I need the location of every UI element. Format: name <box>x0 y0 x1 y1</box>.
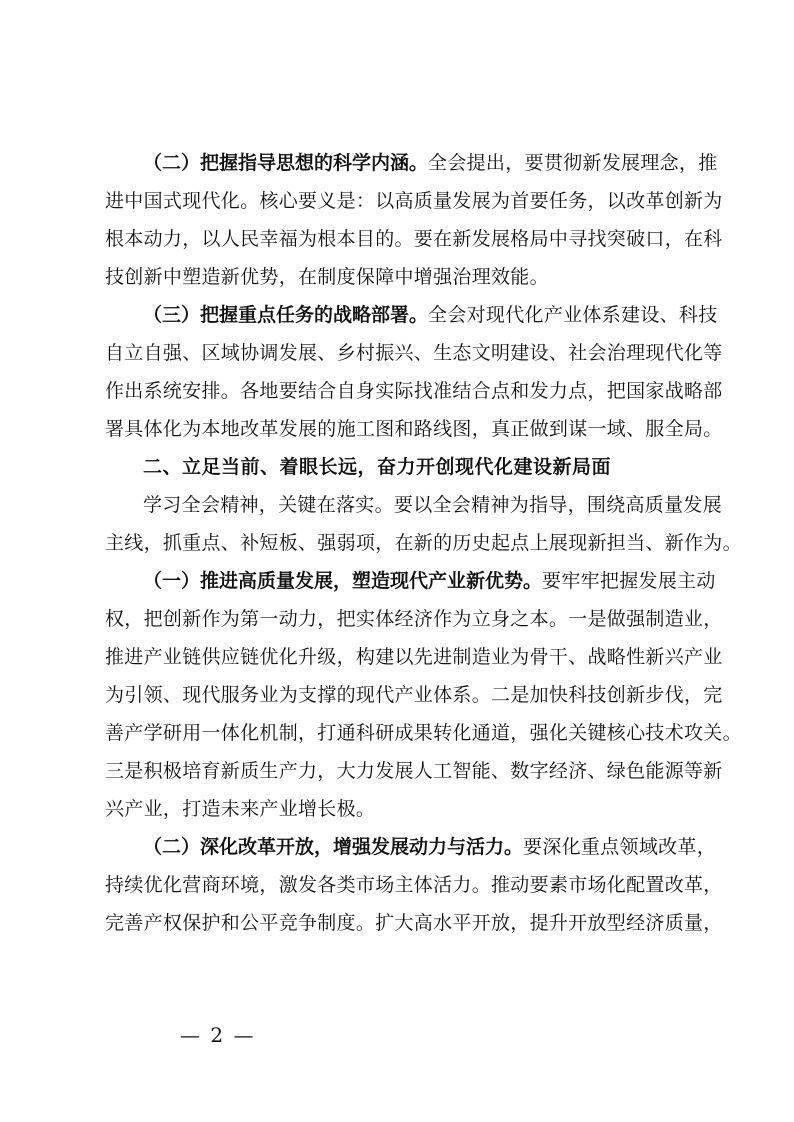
paragraph-2-line-3: 作出系统安排。各地要结合自身实际找准结合点和发力点，把国家战略部 <box>105 380 723 402</box>
paragraph-4-line-5: 善产学研用一体化机制，打通科研成果转化通道，强化关键核心技术攻关。 <box>105 722 742 744</box>
paragraph-5-line-1-text: 要深化重点领域改革， <box>523 836 717 858</box>
paragraph-4-line-1-text: 要牢牢把握发展主动 <box>542 570 716 592</box>
paragraph-5-line-3: 完善产权保护和公平竞争制度。扩大高水平开放，提升开放型经济质量， <box>105 912 723 934</box>
paragraph-5-lead: （二）深化改革开放，增强发展动力与活力。 <box>143 836 524 858</box>
section-heading-2: 二、立足当前、着眼长远，奋力开创现代化建设新局面 <box>143 456 612 478</box>
paragraph-2-line-4: 署具体化为本地改革发展的施工图和路线图，真正做到谋一域、服全局。 <box>105 418 723 440</box>
paragraph-2-lead: （三）把握重点任务的战略部署。 <box>143 304 429 326</box>
paragraph-5-line-2: 持续优化营商环境，激发各类市场主体活力。推动要素市场化配置改革， <box>105 874 723 896</box>
paragraph-1-line-1-text: 全会提出，要贯彻新发展理念，推 <box>428 152 718 174</box>
paragraph-4-line-3: 推进产业链供应链优化升级，构建以先进制造业为骨干、战略性新兴产业 <box>105 646 723 668</box>
paragraph-3-line-2: 主线，抓重点、补短板、强弱项，在新的历史起点上展现新担当、新作为。 <box>105 532 742 554</box>
paragraph-1-line-4: 技创新中塑造新优势，在制度保障中增强治理效能。 <box>105 266 549 288</box>
paragraph-4-lead: （一）推进高质量发展，塑造现代产业新优势。 <box>143 570 543 592</box>
paragraph-2-line-2: 自立自强、区域协调发展、乡村振兴、生态文明建设、社会治理现代化等 <box>105 342 723 364</box>
paragraph-1-line-3: 根本动力，以人民幸福为根本目的。要在新发展格局中寻找突破口，在科 <box>105 228 723 250</box>
paragraph-4-line-1 <box>143 569 716 593</box>
paragraph-1-lead: （二）把握指导思想的科学内涵。 <box>143 152 429 174</box>
paragraph-1-line-1 <box>143 151 718 175</box>
paragraph-2-line-1 <box>143 303 718 327</box>
paragraph-5-line-1 <box>143 835 717 859</box>
paragraph-4-line-2: 权，把创新作为第一动力，把实体经济作为立身之本。一是做强制造业， <box>105 608 723 630</box>
paragraph-1-line-2: 进中国式现代化。核心要义是：以高质量发展为首要任务，以改革创新为 <box>105 190 723 212</box>
paragraph-4-line-7: 兴产业，打造未来产业增长极。 <box>105 798 376 820</box>
page-number: — 2 — <box>180 1023 256 1047</box>
paragraph-4-line-6: 三是积极培育新质生产力，大力发展人工智能、数字经济、绿色能源等新 <box>105 760 723 782</box>
paragraph-4-line-4: 为引领、现代服务业为支撑的现代产业体系。二是加快科技创新步伐，完 <box>105 684 723 706</box>
paragraph-3-line-1: 学习全会精神，关键在落实。要以全会精神为指导，围绕高质量发展 <box>143 494 723 516</box>
paragraph-2-line-1-text: 全会对现代化产业体系建设、科技 <box>428 304 718 326</box>
